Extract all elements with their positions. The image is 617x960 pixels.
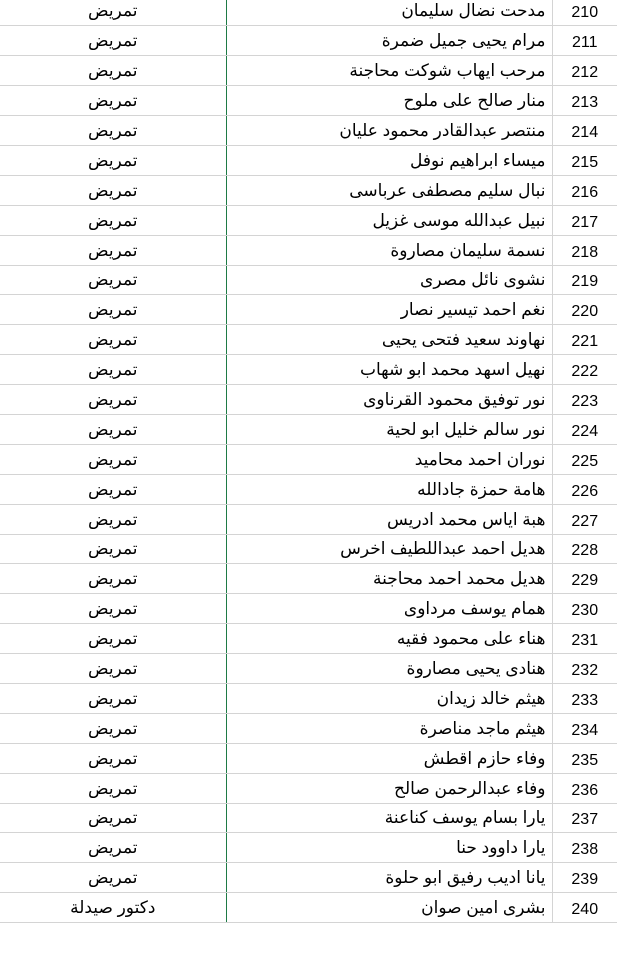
table-row [0,414,617,444]
department-cell[interactable]: تمريض [0,175,226,205]
department-cell[interactable]: تمريض [0,295,226,325]
row-number-cell[interactable]: 229 [552,564,617,594]
row-number-cell[interactable]: 238 [552,833,617,863]
table-row [0,355,617,385]
department-cell[interactable]: تمريض [0,564,226,594]
name-cell[interactable]: هيثم ماجد مناصرة [226,713,552,743]
department-cell[interactable]: تمريض [0,624,226,654]
name-cell[interactable]: نشوى نائل مصرى [226,265,552,295]
department-cell[interactable]: تمريض [0,474,226,504]
table-row [0,444,617,474]
table-row [0,265,617,295]
department-cell[interactable]: تمريض [0,26,226,56]
row-number-cell[interactable]: 235 [552,743,617,773]
table-row [0,624,617,654]
table-row [0,175,617,205]
name-cell[interactable]: منتصر عبدالقادر محمود عليان [226,116,552,146]
name-cell[interactable]: نهاوند سعيد فتحى يحيى [226,325,552,355]
row-number-cell[interactable]: 232 [552,654,617,684]
table-row [0,504,617,534]
row-number-cell[interactable]: 240 [552,893,617,923]
name-cell[interactable]: وفاء عبدالرحمن صالح [226,773,552,803]
row-number-cell[interactable]: 233 [552,683,617,713]
name-cell[interactable]: هيثم خالد زيدان [226,683,552,713]
department-cell[interactable]: تمريض [0,773,226,803]
department-cell[interactable]: تمريض [0,385,226,415]
department-cell[interactable]: تمريض [0,116,226,146]
row-number-cell[interactable]: 214 [552,116,617,146]
name-cell[interactable]: منار صالح على ملوح [226,86,552,116]
name-cell[interactable]: هبة اياس محمد ادريس [226,504,552,534]
name-cell[interactable]: هديل احمد عبداللطيف اخرس [226,534,552,564]
row-number-cell[interactable]: 222 [552,355,617,385]
name-cell[interactable]: يانا اديب رفيق ابو حلوة [226,863,552,893]
name-cell[interactable]: نبيل عبدالله موسى غزيل [226,205,552,235]
table-row [0,534,617,564]
department-cell[interactable]: تمريض [0,56,226,86]
row-number-cell[interactable]: 223 [552,385,617,415]
table-row [0,0,617,26]
department-cell[interactable]: دكتور صيدلة [0,893,226,923]
table-row [0,474,617,504]
department-cell[interactable]: تمريض [0,504,226,534]
row-number-cell[interactable]: 239 [552,863,617,893]
table-row [0,26,617,56]
table-row [0,86,617,116]
row-number-cell[interactable]: 221 [552,325,617,355]
department-cell[interactable]: تمريض [0,205,226,235]
row-number-cell[interactable]: 237 [552,803,617,833]
row-number-cell[interactable]: 227 [552,504,617,534]
name-cell[interactable]: مدحت نضال سليمان [226,0,552,26]
department-cell[interactable]: تمريض [0,654,226,684]
row-number-cell[interactable]: 220 [552,295,617,325]
table-row [0,205,617,235]
department-cell[interactable]: تمريض [0,414,226,444]
row-number-cell[interactable]: 217 [552,205,617,235]
table-row [0,713,617,743]
name-cell[interactable]: مرحب ايهاب شوكت محاجنة [226,56,552,86]
department-cell[interactable]: تمريض [0,534,226,564]
row-number-cell[interactable]: 234 [552,713,617,743]
row-number-cell[interactable]: 226 [552,474,617,504]
table-row [0,145,617,175]
name-cell[interactable]: مرام يحيى جميل ضمرة [226,26,552,56]
department-cell[interactable]: تمريض [0,803,226,833]
name-cell[interactable]: هنادى يحيى مصاروة [226,654,552,684]
table-row [0,385,617,415]
name-cell[interactable]: نور سالم خليل ابو لحية [226,414,552,444]
table-row [0,683,617,713]
row-number-cell[interactable]: 215 [552,145,617,175]
name-cell[interactable]: نبال سليم مصطفى عرباسى [226,175,552,205]
department-cell[interactable]: تمريض [0,594,226,624]
row-number-cell[interactable]: 216 [552,175,617,205]
row-number-cell[interactable]: 211 [552,26,617,56]
name-cell[interactable]: همام يوسف مرداوى [226,594,552,624]
row-number-cell[interactable]: 231 [552,624,617,654]
name-cell[interactable]: نسمة سليمان مصاروة [226,235,552,265]
table-row [0,594,617,624]
table-row [0,743,617,773]
department-cell[interactable]: تمريض [0,355,226,385]
table-row [0,235,617,265]
row-number-cell[interactable]: 224 [552,414,617,444]
table-row [0,803,617,833]
department-cell[interactable]: تمريض [0,235,226,265]
table-row [0,654,617,684]
table-row [0,295,617,325]
name-cell[interactable]: نغم احمد تيسير نصار [226,295,552,325]
name-cell[interactable]: نهيل اسهد محمد ابو شهاب [226,355,552,385]
department-cell[interactable]: تمريض [0,325,226,355]
name-cell[interactable]: هناء على محمود فقيه [226,624,552,654]
department-cell[interactable]: تمريض [0,0,226,26]
row-number-cell[interactable]: 218 [552,235,617,265]
table-row [0,893,617,923]
row-number-cell[interactable]: 225 [552,444,617,474]
row-number-cell[interactable]: 210 [552,0,617,26]
name-cell[interactable]: نور توفيق محمود القرناوى [226,385,552,415]
name-cell[interactable]: ميساء ابراهيم نوفل [226,145,552,175]
name-cell[interactable]: هامة حمزة جادالله [226,474,552,504]
table-row [0,564,617,594]
name-cell[interactable]: يارا بسام يوسف كناعنة [226,803,552,833]
table-row [0,116,617,146]
department-cell[interactable]: تمريض [0,863,226,893]
department-cell[interactable]: تمريض [0,265,226,295]
row-number-cell[interactable]: 230 [552,594,617,624]
name-cell[interactable]: يارا داوود حنا [226,833,552,863]
table-row [0,833,617,863]
name-cell[interactable]: بشرى امين صوان [226,893,552,923]
row-number-cell[interactable]: 228 [552,534,617,564]
name-cell[interactable]: هديل محمد احمد محاجنة [226,564,552,594]
table-row [0,325,617,355]
department-cell[interactable]: تمريض [0,145,226,175]
department-cell[interactable]: تمريض [0,833,226,863]
name-cell[interactable]: نوران احمد محاميد [226,444,552,474]
department-cell[interactable]: تمريض [0,86,226,116]
row-number-cell[interactable]: 212 [552,56,617,86]
name-cell[interactable]: وفاء حازم اقطش [226,743,552,773]
table-row [0,56,617,86]
department-cell[interactable]: تمريض [0,713,226,743]
department-cell[interactable]: تمريض [0,683,226,713]
row-number-cell[interactable]: 219 [552,265,617,295]
table-row [0,863,617,893]
department-cell[interactable]: تمريض [0,444,226,474]
table-row [0,773,617,803]
department-cell[interactable]: تمريض [0,743,226,773]
row-number-cell[interactable]: 213 [552,86,617,116]
row-number-cell[interactable]: 236 [552,773,617,803]
